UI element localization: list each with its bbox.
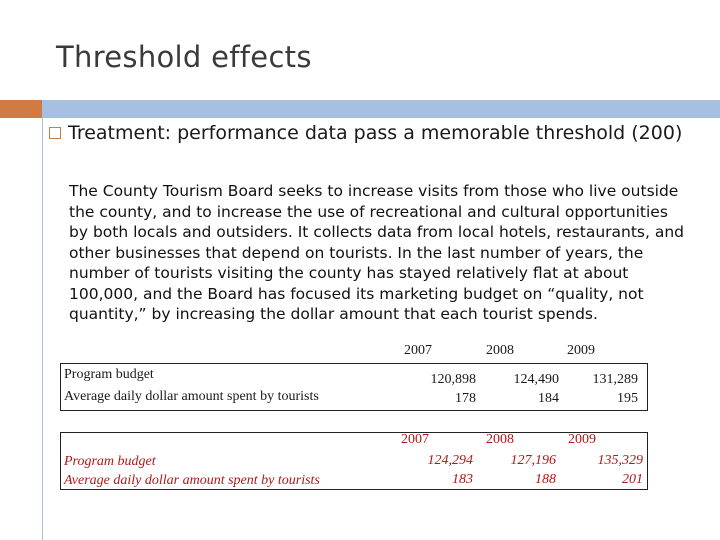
scenario-paragraph: The County Tourism Board seeks to increase visits from those who live outside the county, and to increase the use of recreational and cultural opportunities by both locals and outsiders. It collects data from local hotels, restaurants, and other businesses that depend on tourists. In the last number of years, the number of tourists visiting the county has stayed relatively flat at about 100,000, and the Board has focused its marketing budget on “quality, not quantity,” by increasing the dollar amount that each tourist spends. [69, 182, 685, 323]
table-cell: 124,490 [513, 372, 559, 387]
slide-title: Threshold effects [56, 40, 312, 74]
year-header: 2008 [486, 343, 514, 358]
year-header: 2007 [401, 432, 429, 447]
table-box [60, 363, 648, 411]
table-cell: 135,329 [597, 453, 643, 468]
table-cell: 184 [538, 391, 559, 406]
year-header: 2009 [568, 432, 596, 447]
table-cell: 131,289 [592, 372, 638, 387]
year-header: 2008 [486, 432, 514, 447]
bullet-text: Treatment: performance data pass a memorable threshold (200) [68, 122, 683, 144]
data-table-2 [60, 432, 648, 492]
table-cell: 120,898 [430, 372, 476, 387]
row-label: Program budget [64, 454, 156, 469]
table-cell: 127,196 [510, 453, 556, 468]
data-table-1 [60, 343, 648, 413]
title-rule-accent [0, 100, 42, 118]
table-cell: 201 [622, 472, 643, 487]
table-cell: 188 [535, 472, 556, 487]
row-label: Average daily dollar amount spent by tourists [64, 389, 319, 404]
table-cell: 178 [455, 391, 476, 406]
left-rule [42, 118, 43, 540]
row-label: Program budget [64, 367, 154, 382]
title-rule [42, 100, 720, 118]
row-label: Average daily dollar amount spent by tourists [64, 473, 320, 488]
table-cell: 124,294 [427, 453, 473, 468]
year-header: 2009 [567, 343, 595, 358]
year-header: 2007 [404, 343, 432, 358]
table-cell: 195 [617, 391, 638, 406]
table-box [60, 432, 648, 490]
table-cell: 183 [452, 472, 473, 487]
bullet-square-icon [49, 127, 61, 139]
